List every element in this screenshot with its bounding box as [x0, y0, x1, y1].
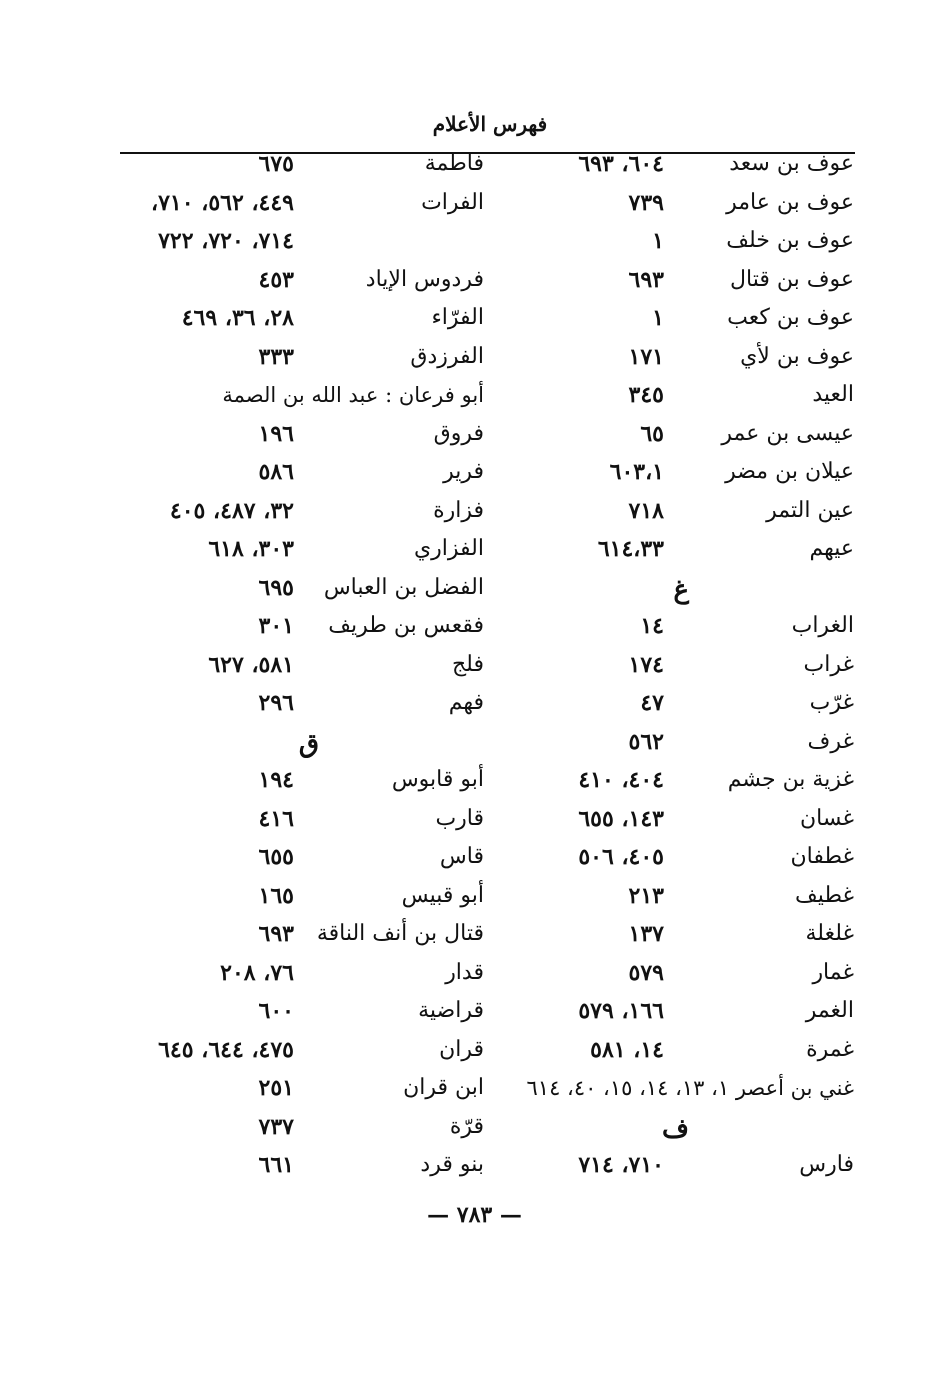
- index-entry: [124, 1108, 484, 1147]
- index-entry: [124, 761, 484, 800]
- index-entry: [494, 184, 854, 223]
- entry-name: فرير: [443, 459, 484, 484]
- index-entry: [124, 800, 484, 839]
- index-entry: [494, 453, 854, 492]
- section-letter: غ: [673, 574, 689, 605]
- index-entry: [124, 646, 484, 685]
- index-entry: [494, 877, 854, 916]
- entry-pages: ٢٩٦: [258, 690, 294, 716]
- section-letter: ق: [298, 728, 319, 759]
- entry-pages: ٦٩٣: [628, 266, 664, 293]
- entry-name: فارس: [799, 1152, 854, 1177]
- section-letter-row: [124, 723, 484, 762]
- index-entry: [494, 261, 854, 300]
- entry-pages: ٧١٠، ٧١٤: [578, 1152, 664, 1178]
- entry-pages: ٤٠٥، ٥٠٦: [578, 844, 664, 870]
- entry-name: عيسى بن عمر: [721, 420, 854, 446]
- entry-name: غراب: [803, 651, 854, 677]
- index-entry: [124, 415, 484, 454]
- entry-text: غني بن أعصر ١، ١٣، ١٤، ١٥، ٤٠، ٦١٤: [526, 1076, 854, 1100]
- index-entry: [124, 684, 484, 723]
- index-entry: [494, 992, 854, 1031]
- entry-pages: ٦٠٠: [258, 998, 294, 1024]
- entry-name: قرّة: [449, 1113, 484, 1139]
- entry-pages: ١: [652, 228, 664, 254]
- entry-name: الغراب: [791, 613, 854, 638]
- entry-pages: ٦٠٤، ٦٩٣: [578, 151, 664, 177]
- index-entry: [124, 1146, 484, 1185]
- entry-name: قران: [439, 1036, 484, 1062]
- entry-name: غرّب: [809, 690, 854, 715]
- entry-name: غزية بن جشم: [727, 767, 854, 792]
- entry-name: الفرات: [421, 189, 484, 215]
- entry-name: عوف بن خلف: [726, 228, 854, 253]
- entry-pages: ٥٨١، ٦٢٧: [208, 651, 294, 678]
- entry-name: فزارة: [433, 497, 484, 523]
- entry-pages: ١٤: [640, 613, 664, 639]
- index-entry: [494, 492, 854, 531]
- entry-pages: ٤٧٥، ٦٤٤، ٦٤٥: [158, 1036, 294, 1063]
- entry-name: فردوس الإياد: [365, 266, 484, 292]
- index-entry: [494, 954, 854, 993]
- page-number: — ٧٨٣ —: [427, 1202, 522, 1228]
- left-column: [124, 145, 484, 1185]
- entry-pages: ٧١٤، ٧٢٠، ٧٢٢: [158, 228, 294, 254]
- entry-name: غمرة: [806, 1036, 854, 1062]
- entry-name: قدار: [445, 959, 484, 985]
- index-entry: [494, 838, 854, 877]
- entry-pages: ٦٠٣،١: [609, 459, 664, 485]
- index-entry: [494, 761, 854, 800]
- entry-name: عوف بن كعب: [727, 305, 854, 330]
- index-entry: [124, 607, 484, 646]
- entry-name: عوف بن قتال: [730, 266, 854, 292]
- index-entry: [124, 1031, 484, 1070]
- entry-pages: ٤٤٩، ٥٦٢، ٧١٠،: [151, 189, 294, 216]
- section-letter-row: [494, 569, 854, 608]
- entry-name: فقعس بن طريف: [328, 613, 484, 638]
- index-entry: [494, 376, 854, 415]
- entry-pages: ٦٥: [640, 420, 664, 447]
- index-entry: [124, 184, 484, 223]
- entry-name: قاس: [439, 844, 484, 869]
- index-entry: [124, 492, 484, 531]
- index-entry: [124, 530, 484, 569]
- index-entry: [124, 915, 484, 954]
- index-entry: [124, 299, 484, 338]
- entry-pages: ٧٣٩: [628, 189, 664, 216]
- index-entry: [494, 338, 854, 377]
- entry-name: فروق: [433, 420, 484, 446]
- index-entry: [124, 569, 484, 608]
- entry-name: عوف بن عامر: [726, 189, 854, 215]
- index-entry: [494, 723, 854, 762]
- entry-name: غطيف: [795, 882, 854, 908]
- entry-pages: ١٧٤: [628, 651, 664, 678]
- entry-name: عيهم: [809, 536, 854, 561]
- section-letter: ف: [662, 1113, 689, 1144]
- entry-pages: ٢١٣: [628, 882, 664, 909]
- entry-name: غرف: [807, 728, 854, 754]
- entry-name: قراضية: [418, 998, 484, 1023]
- entry-pages: ٣٠١: [258, 613, 294, 639]
- entry-name: عوف بن سعد: [729, 151, 854, 176]
- index-entry: [124, 338, 484, 377]
- entry-pages: ٣٤٥: [628, 382, 664, 408]
- entry-name: قتال بن أنف الناقة: [316, 921, 484, 946]
- entry-name: الفضل بن العباس: [323, 574, 484, 600]
- running-header: فهرس الأعلام: [432, 112, 548, 136]
- entry-name: أبو قبيس: [401, 882, 484, 908]
- entry-pages: ٤١٦: [258, 805, 294, 832]
- entry-pages: ١: [652, 305, 664, 331]
- entry-pages: ٣٠٣، ٦١٨: [208, 536, 294, 562]
- entry-pages: ١٧١: [628, 343, 664, 370]
- entry-pages: ٦١٤،٣٣: [597, 536, 664, 562]
- entry-pages: ٦٦١: [258, 1152, 294, 1178]
- index-entry: [494, 684, 854, 723]
- entry-pages: ٥٨٦: [258, 459, 294, 485]
- entry-pages: ٤٧: [640, 690, 664, 716]
- index-entry: [124, 145, 484, 184]
- entry-pages: ١٤، ٥٨١: [590, 1036, 664, 1063]
- index-entry: [124, 877, 484, 916]
- entry-pages: ٣٣٣: [258, 343, 294, 370]
- index-entry: [494, 530, 854, 569]
- entry-pages: ٧١٨: [628, 497, 664, 524]
- entry-name: فهم: [448, 690, 484, 715]
- index-entry: [124, 838, 484, 877]
- entry-name: فلج: [451, 651, 484, 677]
- entry-pages: ٦٩٥: [258, 574, 294, 601]
- index-entry: [494, 1069, 854, 1108]
- index-entry: [124, 453, 484, 492]
- entry-pages: ١٩٤: [258, 767, 294, 793]
- entry-name: عوف بن لأي: [740, 343, 854, 369]
- index-entry: [124, 992, 484, 1031]
- right-column: [494, 145, 854, 1185]
- index-entry: [494, 1031, 854, 1070]
- index-entry: [494, 607, 854, 646]
- index-entry: [124, 954, 484, 993]
- entry-pages: ١٣٧: [628, 921, 664, 947]
- section-letter-row: [494, 1108, 854, 1147]
- entry-name: غطفان: [790, 844, 854, 869]
- entry-pages: ٢٥١: [258, 1075, 294, 1101]
- entry-name: عين التمر: [766, 497, 854, 523]
- index-entry: [494, 915, 854, 954]
- index-entry: [494, 222, 854, 261]
- entry-pages: ٦٥٥: [258, 844, 294, 870]
- index-entry: [494, 299, 854, 338]
- entry-name: الغمر: [805, 998, 854, 1023]
- entry-pages: ١٦٦، ٥٧٩: [578, 998, 664, 1024]
- entry-name: قارب: [435, 805, 484, 831]
- entry-pages: ٧٦، ٢٠٨: [220, 959, 294, 986]
- index-entry: [124, 1069, 484, 1108]
- entry-name: غسان: [800, 805, 854, 831]
- entry-text: أبو فرعان : عبد الله بن الصمة: [222, 383, 484, 407]
- entry-name: بنو قرد: [420, 1152, 484, 1177]
- entry-pages: ١٦٥: [258, 882, 294, 909]
- entry-name: العيد: [812, 382, 854, 407]
- entry-pages: ٦٧٥: [258, 151, 294, 177]
- entry-name: فاطمة: [424, 151, 484, 176]
- entry-name: الفزاري: [413, 536, 484, 561]
- entry-name: الفرزدق: [410, 343, 484, 369]
- index-entry: [494, 415, 854, 454]
- entry-pages: ٧٣٧: [258, 1113, 294, 1140]
- entry-pages: ٤٥٣: [258, 266, 294, 293]
- entry-name: عيلان بن مضر: [725, 459, 854, 484]
- index-entry: [494, 646, 854, 685]
- entry-pages: ٥٦٢: [628, 728, 664, 755]
- entry-pages: ١٤٣، ٦٥٥: [578, 805, 664, 832]
- index-entry: [124, 222, 484, 261]
- index-entry: [494, 1146, 854, 1185]
- index-entry: [124, 376, 484, 415]
- index-entry: [494, 800, 854, 839]
- entry-name: غمار: [812, 959, 854, 985]
- index-entry: [124, 261, 484, 300]
- entry-pages: ٤٠٤، ٤١٠: [578, 767, 664, 793]
- entry-pages: ٢٨، ٣٦، ٤٦٩: [181, 305, 294, 331]
- index-entry: [494, 145, 854, 184]
- entry-pages: ٣٢، ٤٨٧، ٤٠٥: [169, 497, 294, 524]
- entry-name: ابن قران: [403, 1075, 484, 1100]
- entry-name: غلغلة: [805, 921, 854, 946]
- entry-name: أبو قابوس: [391, 767, 484, 792]
- entry-pages: ٥٧٩: [628, 959, 664, 986]
- entry-pages: ١٩٦: [258, 420, 294, 447]
- entry-name: الفرّاء: [431, 305, 484, 330]
- entry-pages: ٦٩٣: [258, 921, 294, 947]
